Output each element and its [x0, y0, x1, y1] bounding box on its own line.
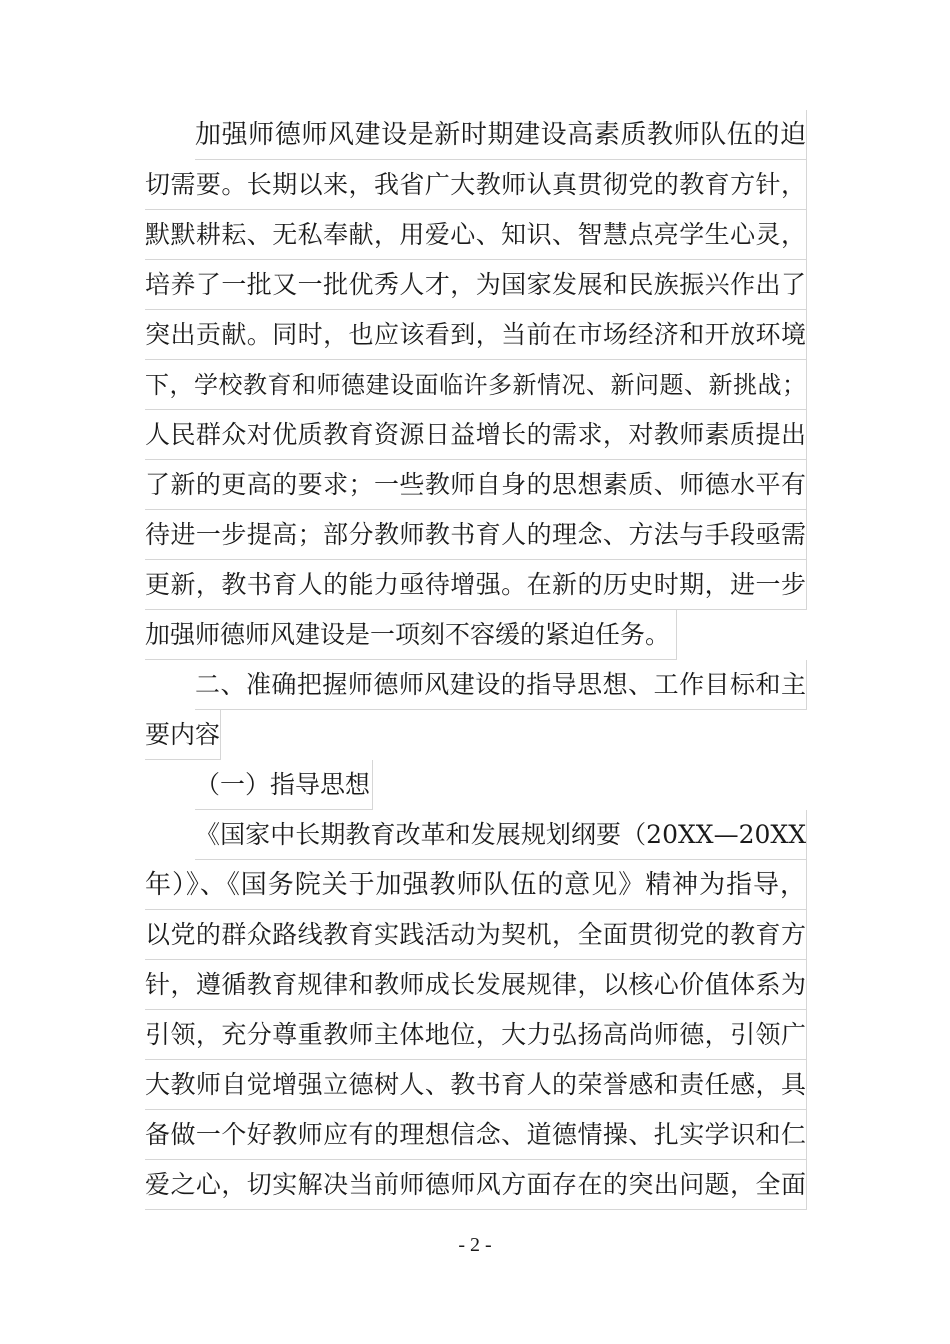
subsection-heading: （一）指导思想	[195, 760, 373, 810]
paragraph-line: 更新，教书育人的能力亟待增强。在新的历史时期，进一步	[145, 560, 807, 610]
paragraph-line: 突出贡献。同时，也应该看到，当前在市场经济和开放环境	[145, 310, 807, 360]
page-number: - 2 -	[458, 1234, 492, 1256]
section-heading-line: 要内容	[145, 710, 221, 760]
paragraph-line: 切需要。长期以来，我省广大教师认真贯彻党的教育方针，	[145, 160, 807, 210]
paragraph-line: 引领，充分尊重教师主体地位，大力弘扬高尚师德，引领广	[145, 1010, 807, 1060]
paragraph-line: 大教师自觉增强立德树人、教书育人的荣誉感和责任感，具	[145, 1060, 807, 1110]
paragraph-line: 待进一步提高；部分教师教书育人的理念、方法与手段亟需	[145, 510, 807, 560]
paragraph-line: 默默耕耘、无私奉献，用爱心、知识、智慧点亮学生心灵，	[145, 210, 807, 260]
paragraph-line: 人民群众对优质教育资源日益增长的需求，对教师素质提出	[145, 410, 807, 460]
paragraph-line: 了新的更高的要求；一些教师自身的思想素质、师德水平有	[145, 460, 807, 510]
paragraph-line: 针，遵循教育规律和教师成长发展规律，以核心价值体系为	[145, 960, 807, 1010]
paragraph-line: 年）》、《国务院关于加强教师队伍的意见》精神为指导，	[145, 860, 807, 910]
paragraph-line: 加强师德师风建设是一项刻不容缓的紧迫任务。	[145, 610, 677, 660]
paragraph-line: 《国家中长期教育改革和发展规划纲要（20XX—20XX	[195, 810, 807, 860]
paragraph-line: 以党的群众路线教育实践活动为契机，全面贯彻党的教育方	[145, 910, 807, 960]
paragraph-line: 下，学校教育和师德建设面临许多新情况、新问题、新挑战；	[145, 360, 807, 410]
section-heading-line: 二、准确把握师德师风建设的指导思想、工作目标和主	[195, 660, 807, 710]
paragraph-line: 加强师德师风建设是新时期建设高素质教师队伍的迫	[195, 110, 807, 160]
paragraph-line: 爱之心，切实解决当前师德师风方面存在的突出问题，全面	[145, 1160, 807, 1210]
paragraph-line: 备做一个好教师应有的理想信念、道德情操、扎实学识和仁	[145, 1110, 807, 1160]
paragraph-line: 培养了一批又一批优秀人才，为国家发展和民族振兴作出了	[145, 260, 807, 310]
